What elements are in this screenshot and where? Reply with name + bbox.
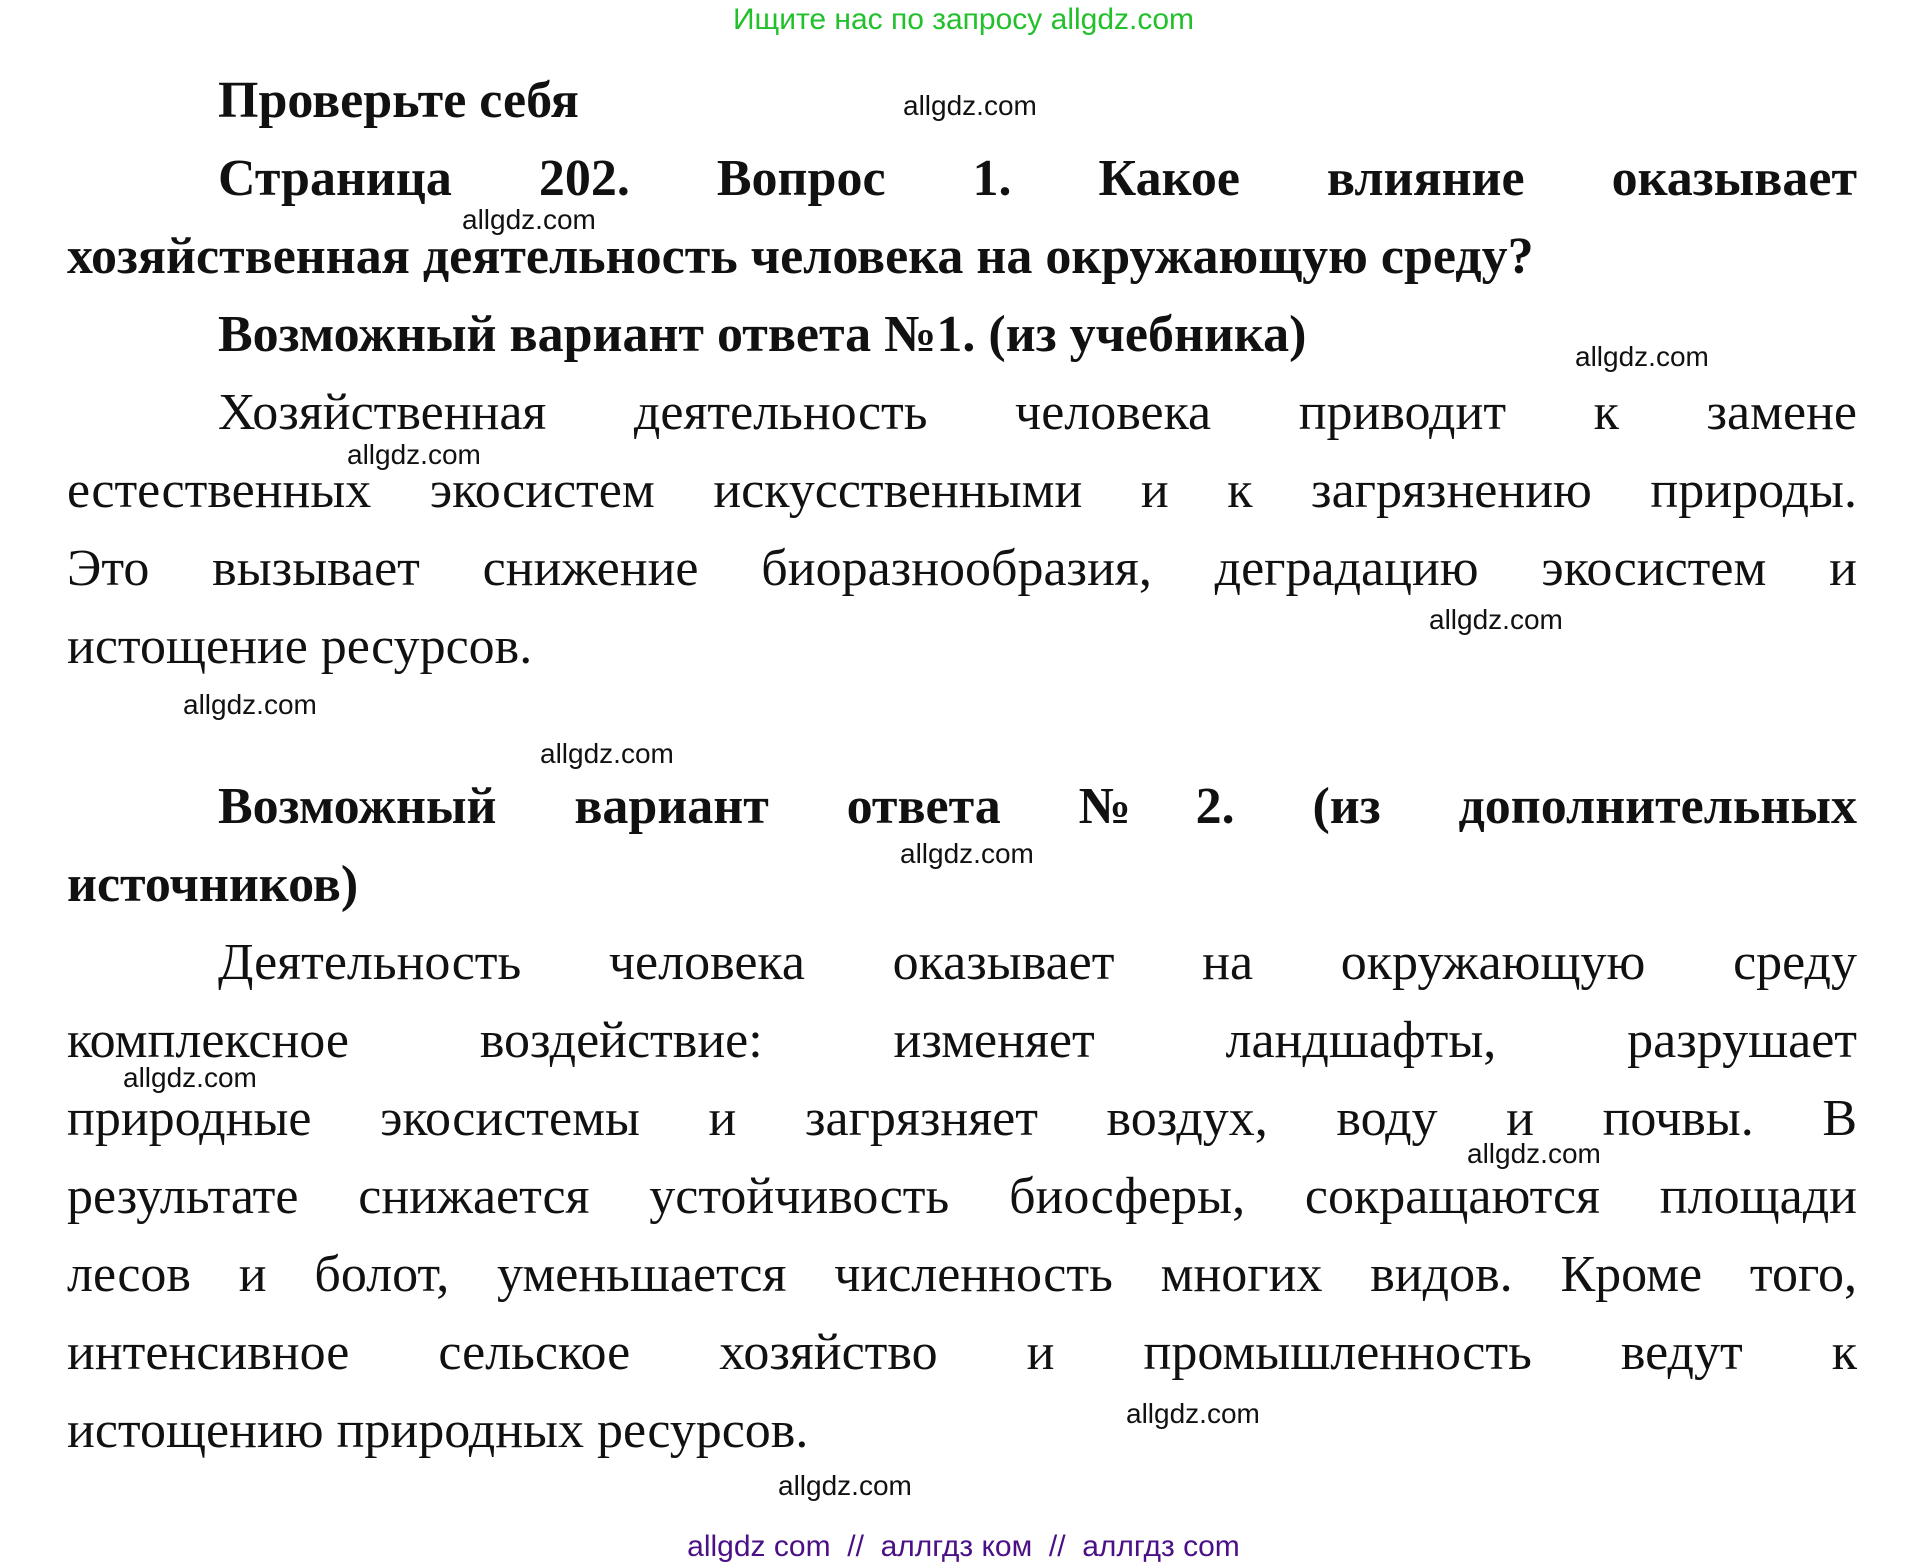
answer1-heading: Возможный вариант ответа №1. (из учебника) <box>218 306 1307 363</box>
answer1-line: естественных экосистем искусственными и к загрязнению природы. <box>67 462 1857 519</box>
watermark: allgdz.com <box>347 439 481 470</box>
watermark: allgdz.com <box>1575 341 1709 372</box>
answer1-line: истощение ресурсов. <box>67 618 533 675</box>
answer2-line: интенсивное сельское хозяйство и промышленность ведут к <box>67 1324 1857 1381</box>
answer2-heading-line-2: источников) <box>67 856 359 913</box>
answer2-line: комплексное воздействие: изменяет ландшафты, разрушает <box>67 1012 1857 1069</box>
watermark: allgdz.com <box>903 90 1037 121</box>
search-banner: Ищите нас по запросу allgdz.com <box>732 3 1195 36</box>
watermark: allgdz.com <box>1429 604 1563 635</box>
watermark: allgdz.com <box>1467 1138 1601 1169</box>
answer2-line: лесов и болот, уменьшается численность многих видов. Кроме того, <box>67 1246 1857 1303</box>
answer2-line: Деятельность человека оказывает на окружающую среду <box>218 934 1857 991</box>
watermark: allgdz.com <box>1126 1398 1260 1429</box>
section-title: Проверьте себя <box>218 72 579 129</box>
answer2-line: природные экосистемы и загрязняет воздух, воду и почвы. В <box>67 1090 1857 1147</box>
watermark: allgdz.com <box>540 738 674 769</box>
question-line-2: хозяйственная деятельность человека на окружающую среду? <box>67 228 1534 285</box>
watermark: allgdz.com <box>183 689 317 720</box>
footer-banner: allgdz com // аллгдз ком // аллгдз com <box>687 1530 1240 1563</box>
answer2-line: истощению природных ресурсов. <box>67 1402 809 1459</box>
watermark: allgdz.com <box>462 204 596 235</box>
watermark: allgdz.com <box>778 1470 912 1501</box>
watermark: allgdz.com <box>900 838 1034 869</box>
answer1-line: Это вызывает снижение биоразнообразия, деградацию экосистем и <box>67 540 1857 597</box>
answer2-heading-line-1: Возможный вариант ответа №2. (из дополнительных <box>218 778 1857 835</box>
question-line-1: Страница 202. Вопрос 1. Какое влияние оказывает <box>218 150 1857 207</box>
answer1-line: Хозяйственная деятельность человека приводит к замене <box>218 384 1857 441</box>
watermark: allgdz.com <box>123 1062 257 1093</box>
answer2-line: результате снижается устойчивость биосферы, сокращаются площади <box>67 1168 1857 1225</box>
